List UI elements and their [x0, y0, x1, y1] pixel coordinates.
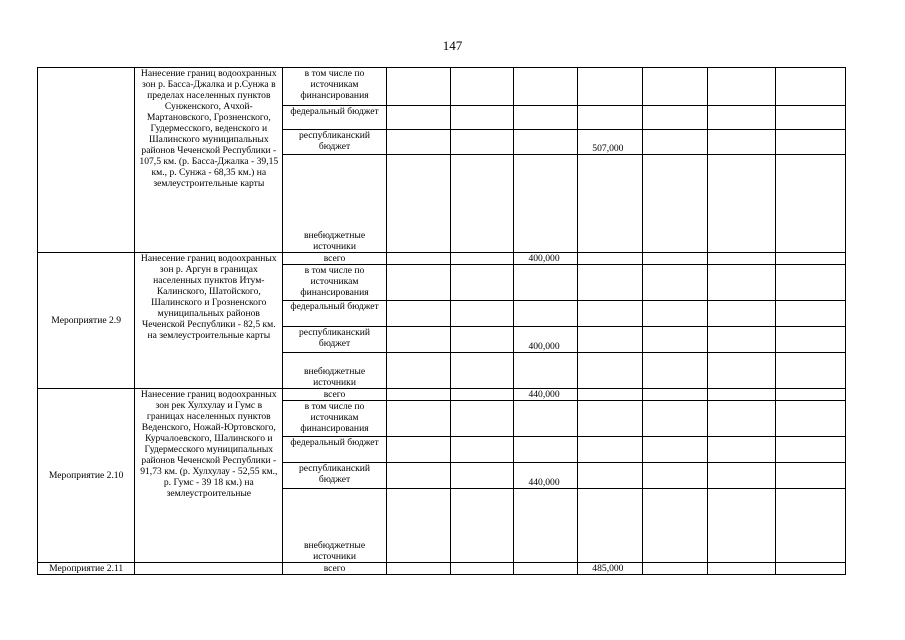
value-cell — [514, 265, 578, 301]
value-cell — [514, 437, 578, 463]
value-cell — [514, 106, 578, 130]
value-cell — [514, 353, 578, 389]
source-cell: федеральный бюджет — [283, 437, 386, 463]
source-cell: федеральный бюджет — [283, 301, 386, 327]
measure-description: Нанесение границ водоохранных зон р. Аргун в границах населенных пунктов Итум-Калинского, Шатойского, Шалинского и Грозненского муниципальных районов Чеченской Республики - 82,5 км. на землеустроительные карты — [135, 253, 283, 389]
table-row — [38, 563, 846, 575]
value-cell: 485,000 — [578, 563, 643, 575]
source-cell: федеральный бюджет — [283, 106, 386, 130]
value-cell: 400,000 — [514, 327, 578, 353]
source-cell: внебюджетные источники — [283, 489, 386, 563]
source-cell: республиканский бюджет — [283, 463, 386, 489]
table-row — [38, 253, 846, 265]
measure-description: Нанесение границ водоохранных зон р. Басса-Джалка и р.Сунжа в пределах населенных пунктов Сунженского, Ачхой-Мартановского, Грозненского, Гудермесского, веденского и Шалинского муниципальных районов Чеченской Республики - 107,5 км. (р. Басса-Джалка - 39,15 км., р. Сунжа - 68,35 км.) на землеустроительные карты — [135, 68, 283, 253]
measure-description — [135, 563, 283, 575]
value-cell — [514, 130, 578, 155]
budget-table — [37, 67, 846, 575]
source-cell: всего — [283, 563, 386, 575]
value-cell: 400,000 — [514, 253, 578, 265]
measure-cell: Мероприятие 2.11 — [38, 563, 135, 575]
value-cell — [514, 563, 578, 575]
source-cell: внебюджетные источники — [283, 353, 386, 389]
value-cell — [514, 401, 578, 437]
source-cell: республиканский бюджет — [283, 130, 386, 155]
measure-cell: Мероприятие 2.10 — [38, 389, 135, 563]
value-cell — [514, 68, 578, 106]
source-cell: в том числе по источникам финансирования — [283, 68, 386, 106]
page-number: 147 — [442, 38, 463, 53]
value-cell — [514, 155, 578, 253]
source-cell: республиканский бюджет — [283, 327, 386, 353]
source-cell: в том числе по источникам финансирования — [283, 401, 386, 437]
source-cell: всего — [283, 389, 386, 401]
table-row — [38, 68, 846, 106]
value-cell: 507,000 — [578, 130, 643, 155]
source-cell: внебюджетные источники — [283, 155, 386, 253]
source-cell: в том числе по источникам финансирования — [283, 265, 386, 301]
measure-cell — [38, 68, 135, 253]
table-row — [38, 389, 846, 401]
measure-cell: Мероприятие 2.9 — [38, 253, 135, 389]
value-cell — [514, 489, 578, 563]
value-cell — [514, 301, 578, 327]
value-cell: 440,000 — [514, 463, 578, 489]
source-cell: всего — [283, 253, 386, 265]
value-cell: 440,000 — [514, 389, 578, 401]
measure-description: Нанесение границ водоохранных зон рек Хулхулау и Гумс в границах населенных пунктов Веденского, Ножай-Юртовского, Курчалоевского, Шалинского и Гудермесского муниципальных районов Чеченской Республики - 91,73 км. (р. Хулхулау - 52,55 км., р. Гумс - 39 18 км.) на землеустроительные — [135, 389, 283, 563]
